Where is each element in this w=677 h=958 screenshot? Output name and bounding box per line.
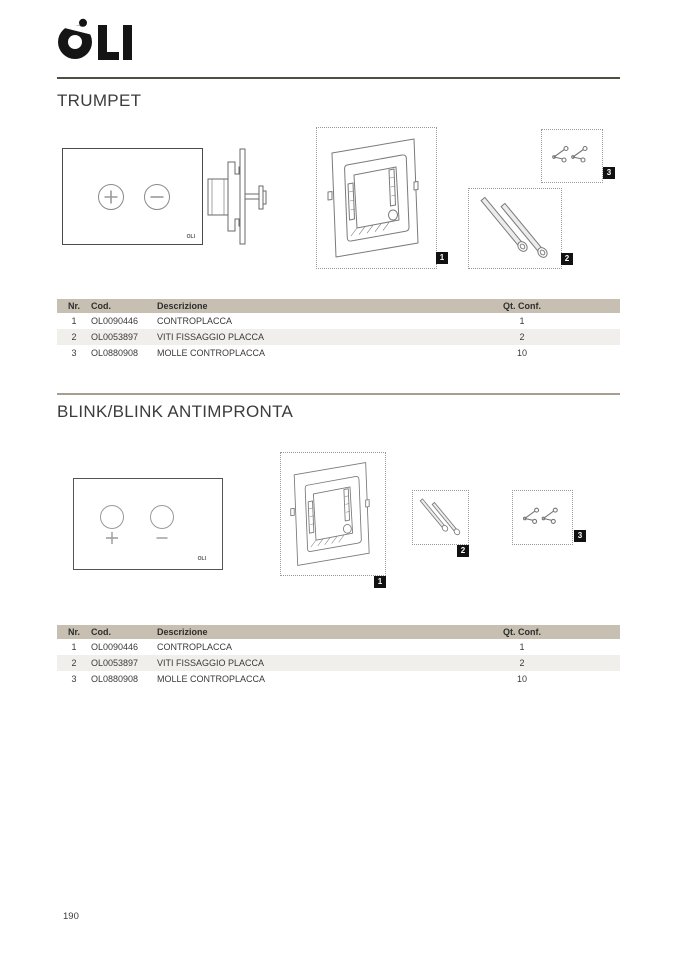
callout-3: 3 bbox=[603, 167, 615, 179]
logo-letter-i bbox=[123, 25, 132, 60]
section-divider-rule bbox=[57, 393, 620, 395]
page-number: 190 bbox=[63, 911, 79, 922]
table-header-row bbox=[57, 299, 620, 313]
cell-qt: 10 bbox=[424, 345, 620, 361]
cell-nr: 3 bbox=[57, 345, 91, 361]
springs-drawing bbox=[542, 130, 602, 182]
screws-drawing bbox=[469, 189, 561, 268]
logo-letter-l bbox=[98, 25, 119, 60]
col-header-desc: Descrizione bbox=[157, 299, 424, 313]
cell-cod: OL0090446 bbox=[91, 313, 157, 329]
callout-3: 3 bbox=[574, 530, 586, 542]
col-header-desc: Descrizione bbox=[157, 625, 424, 639]
cell-qt: 2 bbox=[424, 655, 620, 671]
counterplate-box bbox=[316, 127, 437, 269]
table-row bbox=[57, 345, 620, 361]
parts-table bbox=[57, 625, 620, 687]
col-header-cod: Cod. bbox=[91, 625, 157, 639]
callout-1: 1 bbox=[374, 576, 386, 588]
cell-cod: OL0090446 bbox=[91, 639, 157, 655]
cell-desc: MOLLE CONTROPLACCA bbox=[157, 345, 424, 361]
table-row bbox=[57, 313, 620, 329]
logo-letter-o bbox=[56, 19, 102, 59]
col-header-qt: Qt. Conf. bbox=[424, 299, 620, 313]
cell-desc: CONTROPLACCA bbox=[157, 639, 424, 655]
springs-drawing bbox=[513, 491, 572, 544]
cell-desc: CONTROPLACCA bbox=[157, 313, 424, 329]
cell-cod: OL0880908 bbox=[91, 345, 157, 361]
table-row bbox=[57, 329, 620, 345]
cell-nr: 2 bbox=[57, 655, 91, 671]
screws-box bbox=[412, 490, 469, 545]
screws-box bbox=[468, 188, 562, 269]
col-header-qt: Qt. Conf. bbox=[424, 625, 620, 639]
plate-logo-text: OLI bbox=[186, 234, 195, 240]
counterplate-box bbox=[280, 452, 386, 576]
callout-2: 2 bbox=[457, 545, 469, 557]
callout-1: 1 bbox=[436, 252, 448, 264]
callout-2: 2 bbox=[561, 253, 573, 265]
cell-qt: 2 bbox=[424, 329, 620, 345]
blink-plate-front-drawing bbox=[73, 478, 223, 570]
parts-table-section-1 bbox=[57, 299, 620, 361]
parts-table-section-2 bbox=[57, 625, 620, 687]
cell-desc: VITI FISSAGGIO PLACCA bbox=[157, 655, 424, 671]
header-rule bbox=[57, 77, 620, 79]
cell-nr: 1 bbox=[57, 313, 91, 329]
cell-cod: OL0053897 bbox=[91, 329, 157, 345]
cell-cod: OL0053897 bbox=[91, 655, 157, 671]
screws-drawing bbox=[413, 491, 468, 544]
table-row bbox=[57, 671, 620, 687]
cell-qt: 1 bbox=[424, 313, 620, 329]
table-row bbox=[57, 655, 620, 671]
cell-qt: 10 bbox=[424, 671, 620, 687]
col-header-nr: Nr. bbox=[57, 299, 91, 313]
springs-box bbox=[512, 490, 573, 545]
flush-plate-front-drawing bbox=[62, 148, 203, 245]
parts-table bbox=[57, 299, 620, 361]
table-header-row bbox=[57, 625, 620, 639]
springs-box bbox=[541, 129, 603, 183]
minus-button bbox=[151, 506, 174, 529]
cell-qt: 1 bbox=[424, 639, 620, 655]
plate-logo-text: OLI bbox=[197, 556, 206, 562]
cell-nr: 2 bbox=[57, 329, 91, 345]
cell-desc: VITI FISSAGGIO PLACCA bbox=[157, 329, 424, 345]
cell-desc: MOLLE CONTROPLACCA bbox=[157, 671, 424, 687]
table-row bbox=[57, 639, 620, 655]
cell-nr: 1 bbox=[57, 639, 91, 655]
cell-nr: 3 bbox=[57, 671, 91, 687]
flush-plate-side-drawing bbox=[207, 148, 269, 245]
oli-logo-icon bbox=[56, 18, 134, 60]
cell-cod: OL0880908 bbox=[91, 671, 157, 687]
col-header-cod: Cod. bbox=[91, 299, 157, 313]
counterplate-drawing bbox=[281, 453, 385, 575]
col-header-nr: Nr. bbox=[57, 625, 91, 639]
plus-button bbox=[101, 506, 124, 529]
section-title-trumpet: TRUMPET bbox=[57, 91, 142, 110]
counterplate-drawing bbox=[317, 128, 436, 268]
section-title-blink: BLINK/BLINK ANTIMPRONTA bbox=[57, 402, 294, 421]
